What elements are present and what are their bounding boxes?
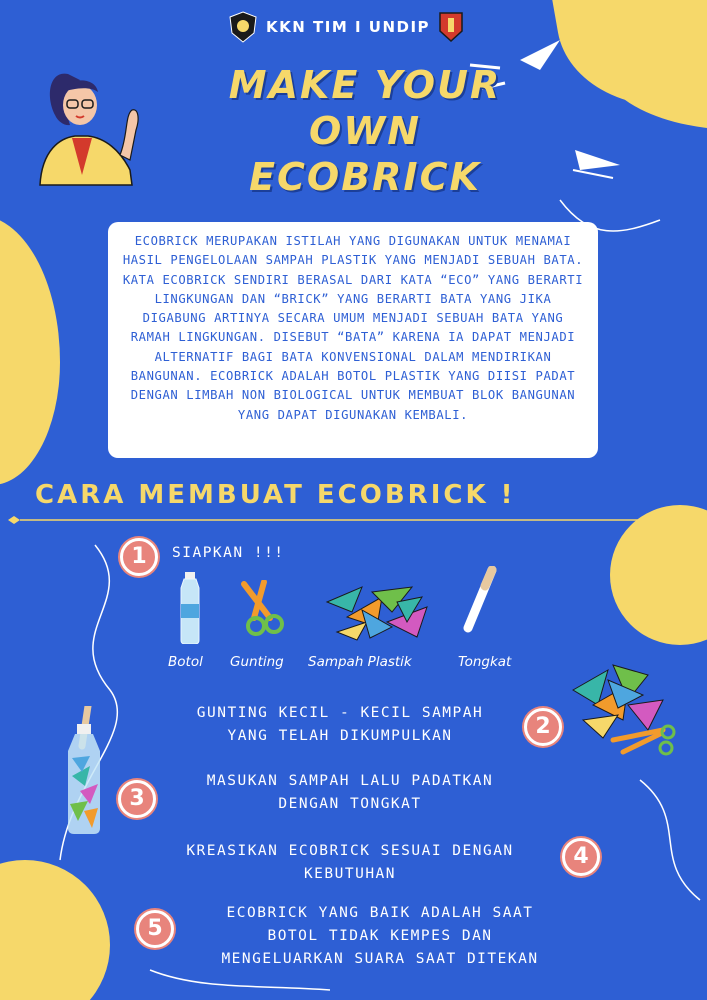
page-title xyxy=(200,62,530,200)
filled-bottle-icon xyxy=(60,706,110,836)
stick-icon xyxy=(458,566,498,638)
step-5-line-1: ECOBRICK YANG BAIK ADALAH SAAT xyxy=(226,905,534,921)
intro-text: ECOBRICK MERUPAKAN ISTILAH YANG DIGUNAKAN UNTUK MENAMAI HASIL PENGELOLAAN SAMPAH PLASTIK YANG MENJADI SEBUAH BATA. KATA ECOBRICK SENDIRI BERASAL DARI KATA “ECO” YANG BERARTI LINGKUNGAN DAN “BRICK” YANG BERARTI BATA YANG JIKA DIGABUNG ARTINYA SECARA UMUM MENJADI SEBUAH BATA YANG RAMAH LINGKUNGAN. DISEBUT “BATA” KARENA IA DAPAT MENJADI ALTERNATIF BAGI BATA KONVENSIONAL DALAM MENDIRIKAN BANGUNAN. ECOBRICK ADALAH BOTOL PLASTIK YANG DIISI PADAT DENGAN LIMBAH NON BIOLOGICAL UNTUK MEMBUAT BLOK BANGUNAN YANG DAPAT DIGUNAKAN KEMBALI. xyxy=(122,234,584,422)
tool-label-gunting: Gunting xyxy=(230,654,284,670)
bottle-icon xyxy=(175,572,205,644)
regional-emblem-icon xyxy=(438,11,464,43)
plastic-waste-icon xyxy=(322,582,432,642)
step-5-line-3: MENGELUARKAN SUARA SAAT DITEKAN xyxy=(221,951,539,967)
title-line-1: MAKE YOUR xyxy=(228,63,502,107)
org-name: KKN TIM I UNDIP xyxy=(266,18,431,36)
step-3-badge: 3 xyxy=(118,780,156,818)
step-5-badge: 5 xyxy=(136,910,174,948)
title-line-3: ECOBRICK xyxy=(249,155,481,199)
cut-plastic-icon xyxy=(568,660,688,770)
intro-card xyxy=(108,222,598,458)
step-3-line-1: MASUKAN SAMPAH LALU PADATKAN xyxy=(206,773,494,789)
step-3-line-2: DENGAN TONGKAT xyxy=(278,796,422,812)
tool-label-botol: Botol xyxy=(168,654,203,670)
step-2-line-1: GUNTING KECIL - KECIL SAMPAH xyxy=(196,705,484,721)
undip-logo-icon xyxy=(228,11,258,43)
step-3-text xyxy=(160,770,540,816)
step-2-badge: 2 xyxy=(524,708,562,746)
woman-illustration xyxy=(20,60,150,190)
header xyxy=(228,10,488,44)
step-4-line-1: KREASIKAN ECOBRICK SESUAI DENGAN xyxy=(186,843,514,859)
scissors-icon xyxy=(236,580,288,640)
step-5-text xyxy=(170,902,590,971)
step-2-line-2: YANG TELAH DIKUMPULKAN xyxy=(227,728,453,744)
title-line-2: OWN xyxy=(308,109,422,153)
step-4-badge: 4 xyxy=(562,838,600,876)
step-4-text xyxy=(145,840,555,886)
step-1-badge: 1 xyxy=(120,538,158,576)
tool-label-sampah-plastik: Sampah Plastik xyxy=(308,654,412,670)
step-5-line-2: BOTOL TIDAK KEMPES DAN xyxy=(267,928,493,944)
step-4-line-2: KEBUTUHAN xyxy=(303,866,397,882)
section-title: CARA MEMBUAT ECOBRICK ! xyxy=(35,480,516,510)
step-2-text xyxy=(150,702,530,748)
step-1-text: SIAPKAN !!! xyxy=(172,545,285,561)
tool-label-tongkat: Tongkat xyxy=(458,654,512,670)
